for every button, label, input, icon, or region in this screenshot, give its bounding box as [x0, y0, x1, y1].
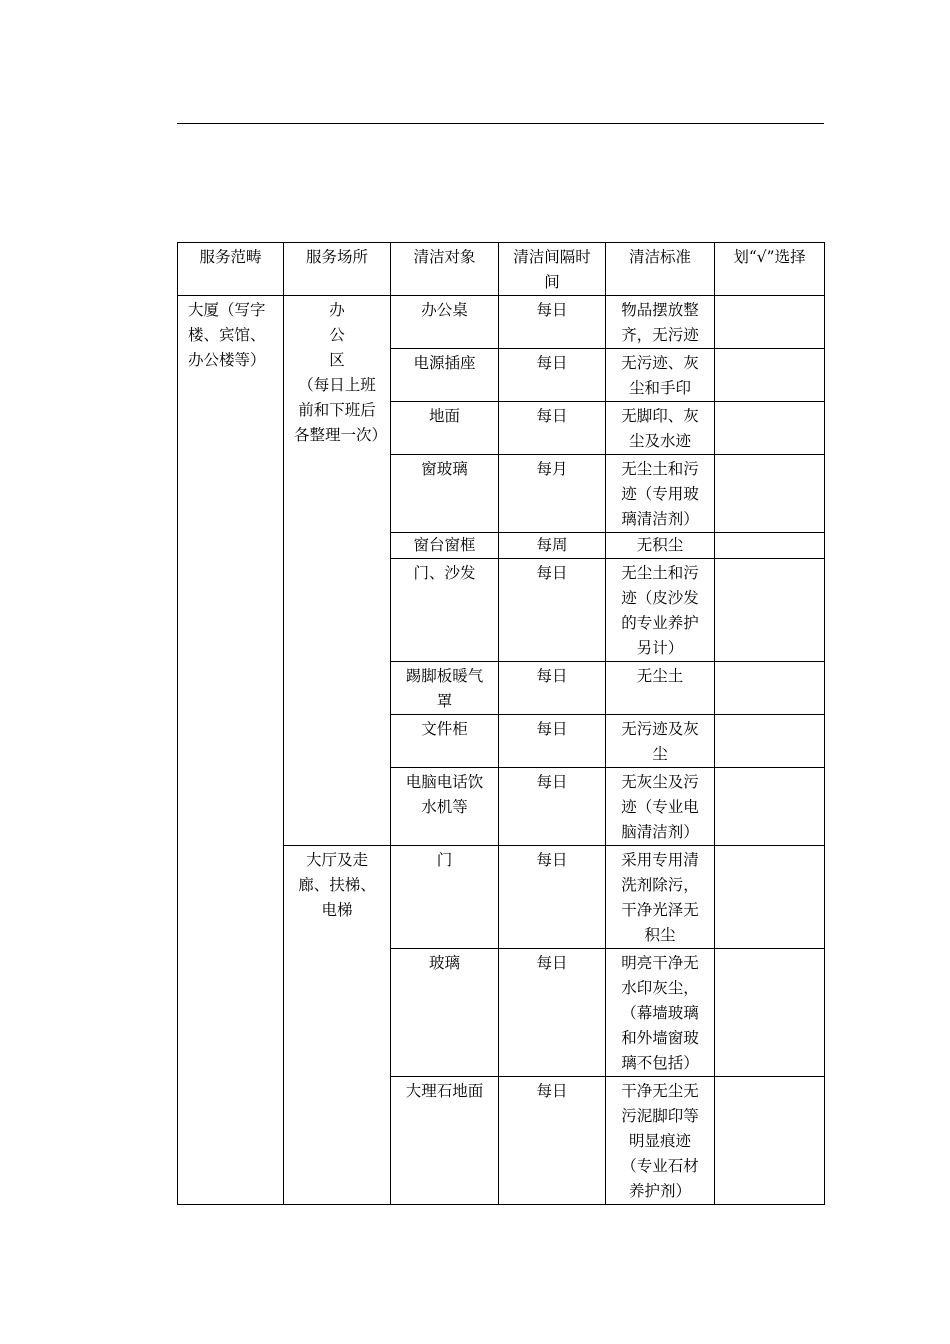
cleaning-interval: 每日 — [499, 1077, 606, 1205]
header-cell: 清洁间隔时间 — [499, 243, 606, 296]
cleaning-interval: 每日 — [499, 662, 606, 715]
select-cell[interactable] — [715, 349, 825, 402]
table-row — [178, 296, 825, 349]
header-cell: 服务场所 — [284, 243, 391, 296]
select-cell[interactable] — [715, 296, 825, 349]
cleaning-interval: 每日 — [499, 715, 606, 768]
cleaning-object: 办公桌 — [391, 296, 499, 349]
select-cell[interactable] — [715, 949, 825, 1077]
select-cell[interactable] — [715, 402, 825, 455]
cleaning-object: 地面 — [391, 402, 499, 455]
cleaning-object: 电脑电话饮水机等 — [391, 768, 499, 846]
select-cell[interactable] — [715, 559, 825, 662]
cleaning-object: 电源插座 — [391, 349, 499, 402]
header-row — [178, 243, 825, 296]
cleaning-standard: 物品摆放整齐，无污迹 — [606, 296, 715, 349]
cleaning-standard: 采用专用清洗剂除污，干净光泽无积尘 — [606, 846, 715, 949]
cleaning-standard: 无污迹及灰尘 — [606, 715, 715, 768]
cleaning-standard: 无尘土和污迹（皮沙发的专业养护另计） — [606, 559, 715, 662]
cleaning-standard: 无灰尘及污迹（专业电脑清洁剂） — [606, 768, 715, 846]
select-cell[interactable] — [715, 715, 825, 768]
office-name-line: 办 — [329, 301, 345, 319]
office-name-line: 公 — [329, 326, 345, 344]
header-cell: 清洁对象 — [391, 243, 499, 296]
cleaning-schedule-table — [177, 242, 825, 1205]
select-cell[interactable] — [715, 455, 825, 533]
select-cell[interactable] — [715, 846, 825, 949]
service-place-lobby: 大厅及走廊、扶梯、电梯 — [284, 846, 391, 1205]
cleaning-standard: 明亮干净无水印灰尘，（幕墙玻璃和外墙窗玻璃不包括） — [606, 949, 715, 1077]
cleaning-object: 门、沙发 — [391, 559, 499, 662]
cleaning-interval: 每日 — [499, 296, 606, 349]
cleaning-interval: 每周 — [499, 533, 606, 559]
cleaning-interval: 每日 — [499, 402, 606, 455]
cleaning-interval: 每日 — [499, 768, 606, 846]
select-cell[interactable] — [715, 1077, 825, 1205]
cleaning-standard: 无尘土和污迹（专用玻璃清洁剂） — [606, 455, 715, 533]
cleaning-object: 大理石地面 — [391, 1077, 499, 1205]
cleaning-interval: 每日 — [499, 349, 606, 402]
select-cell[interactable] — [715, 768, 825, 846]
cleaning-object: 窗玻璃 — [391, 455, 499, 533]
cleaning-standard: 干净无尘无污泥脚印等明显痕迹（专业石材养护剂） — [606, 1077, 715, 1205]
cleaning-object: 窗台窗框 — [391, 533, 499, 559]
cleaning-object: 踢脚板暖气罩 — [391, 662, 499, 715]
cleaning-standard: 无尘土 — [606, 662, 715, 715]
service-place-office — [284, 296, 391, 846]
cleaning-interval: 每日 — [499, 559, 606, 662]
cleaning-interval: 每日 — [499, 846, 606, 949]
header-cell: 服务范畴 — [178, 243, 284, 296]
cleaning-interval: 每月 — [499, 455, 606, 533]
office-name-line: 区 — [329, 351, 345, 369]
cleaning-interval: 每日 — [499, 949, 606, 1077]
cleaning-object: 门 — [391, 846, 499, 949]
service-category: 大厦（写字楼、宾馆、办公楼等） — [178, 296, 284, 1205]
cleaning-standard: 无脚印、灰尘及水迹 — [606, 402, 715, 455]
select-cell[interactable] — [715, 662, 825, 715]
cleaning-standard: 无积尘 — [606, 533, 715, 559]
select-cell[interactable] — [715, 533, 825, 559]
cleaning-object: 玻璃 — [391, 949, 499, 1077]
header-rule — [177, 123, 824, 124]
header-cell: 划“√”选择 — [715, 243, 825, 296]
cleaning-object: 文件柜 — [391, 715, 499, 768]
office-note: （每日上班前和下班后各整理一次） — [294, 376, 388, 444]
header-cell: 清洁标准 — [606, 243, 715, 296]
cleaning-standard: 无污迹、灰尘和手印 — [606, 349, 715, 402]
